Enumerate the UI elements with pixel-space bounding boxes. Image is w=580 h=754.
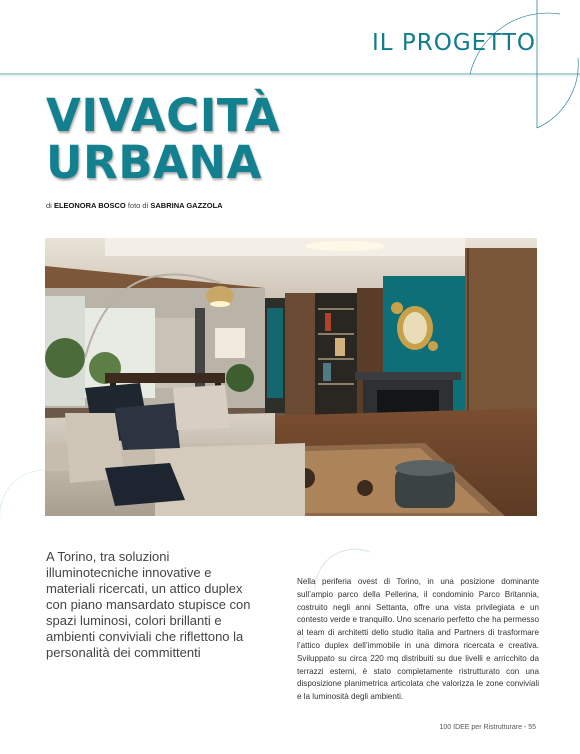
author-prefix: di [46, 201, 52, 210]
interior-photo [45, 238, 537, 516]
headline-line-2: URBANA [46, 136, 262, 189]
lead-paragraph: A Torino, tra soluzioni illuminotecniche innovative e materiali ricercati, un attico duplex con piano mansardato stupisce con spazi luminosi, colori brillanti e ambienti conviviali che riflettono la personalità dei committenti [46, 549, 251, 660]
author-name: ELEONORA BOSCO [53, 201, 126, 210]
body-paragraph: Nella periferia ovest di Torino, in una posizione dominante sull’ampio parco della Pellerina, il condominio Parco Britannia, costruito negli anni Settanta, offre una vista privilegiata e un contesto verde e tranquillo. Uno scenario perfetto che ha permesso al team di architetti dello studio Italia and Partners di trasformare l’attico duplex dell’immobile in una dimora ricercata e creativa. Sviluppato su circa 220 mq distribuiti su due livelli e arricchito da terrazzi esterni, è stato completamente ristrutturato con una disposizione planimetrica articolata che valorizza le zone conviviali e la luminosità degli ambienti. [297, 577, 539, 702]
photographer-name: SABRINA GAZZOLA [150, 201, 223, 210]
section-label: IL PROGETTO [371, 30, 536, 56]
headline [46, 89, 280, 189]
photo-prefix: foto di [127, 201, 149, 210]
credits [46, 201, 223, 210]
headline-line-1: VIVACITÀ [46, 89, 280, 142]
page-footer: 100 IDEE per Ristrutturare - 55 [439, 724, 536, 731]
